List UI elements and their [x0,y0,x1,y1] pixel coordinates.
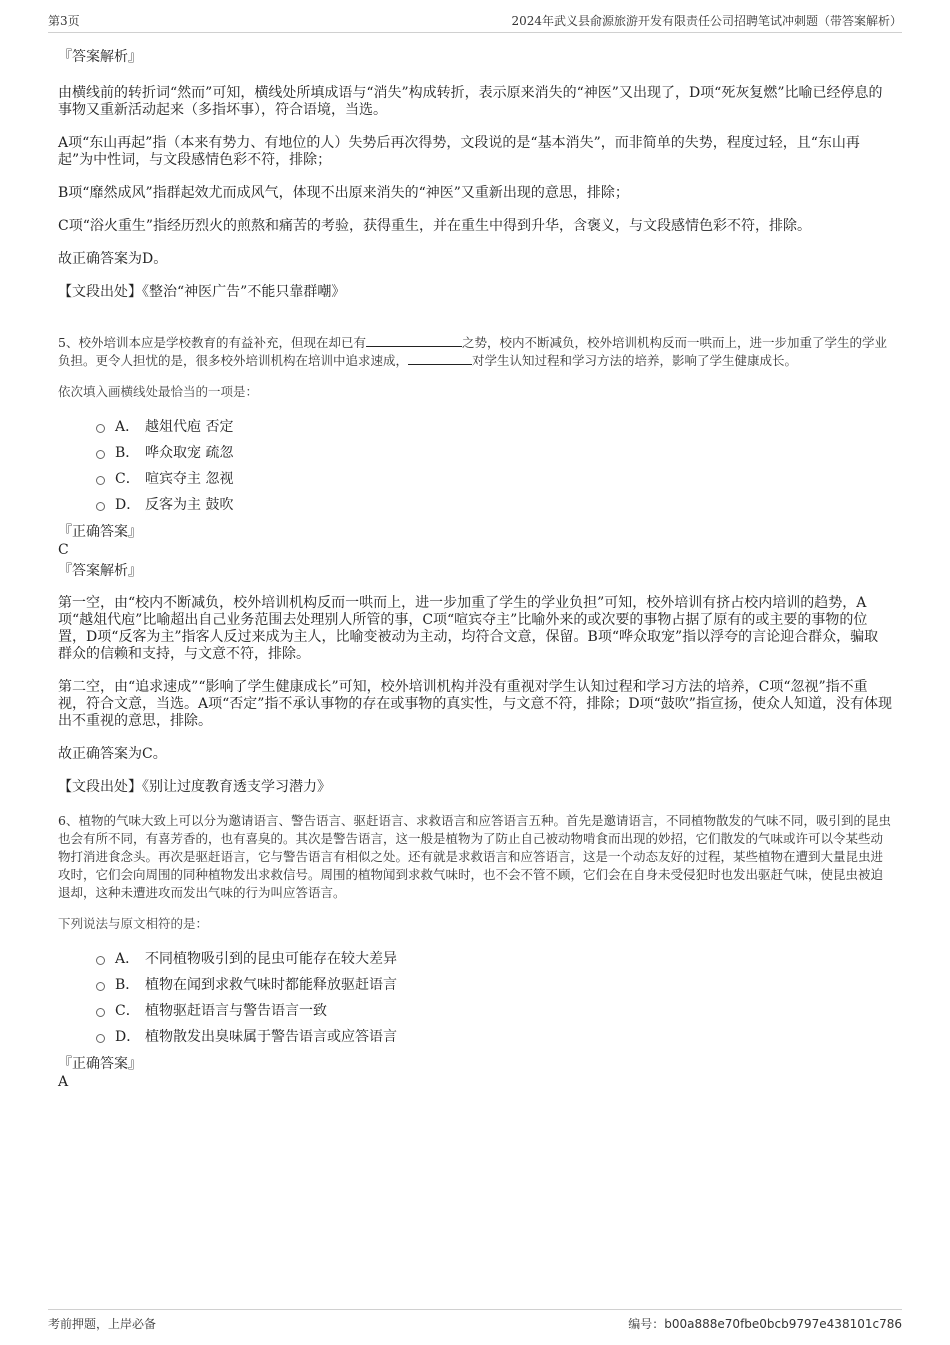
analysis-paragraph: A项“东山再起”指（本来有势力、有地位的人）失势后再次得势，文段说的是“基本消失”，而非简单的失势，程度过轻，且“东山再起”为中性词，与文段感情色彩不符，排除； [58,135,860,168]
option-b[interactable]: B． 哗众取宠 疏忽 [96,439,892,465]
document-title: 2024年武义县俞源旅游开发有限责任公司招聘笔试冲刺题（带答案解析） [511,14,902,28]
page-footer [48,1309,902,1332]
radio-button-icon[interactable] [96,450,105,459]
analysis-paragraph: 第一空，由“校内不断减负，校外培训机构反而一哄而上，进一步加重了学生的学业负担”可知，校外培训有挤占校内培训的趋势，A项“越俎代庖”比喻超出自己业务范围去处理别人所管的事，C项“喧宾夺主”比喻外来的或次要的事物占据了原有的或主要的事物的位置，D项“反客为主”指客人反过来成为主人，比喻变被动为主动，均符合文意，保留。B项“哗众取宠”指以浮夸的言论迎合群众，骗取群众的信赖和支持，与文意不符，排除。 [58,595,879,662]
analysis-paragraph: B项“靡然成风”指群起效尤而成风气，体现不出原来消失的“神医”又重新出现的意思，排除； [58,185,629,201]
radio-button-icon[interactable] [96,982,105,991]
page-number: 第3页 [48,14,80,28]
option-c[interactable]: C． 植物驱赶语言与警告语言一致 [96,997,892,1023]
question-6-options [96,945,892,1049]
document-code: 编号：b00a888e70fbe0bcb9797e438101c786 [628,1317,902,1331]
option-b[interactable]: B． 植物在闻到求救气味时都能释放驱赶语言 [96,971,892,997]
answer-conclusion: 故正确答案为C。 [58,746,167,762]
radio-button-icon[interactable] [96,956,105,965]
question-5-text: 5、校外培训本应是学校教育的有益补充，但现在却已有 之势，校内不断减负，校外培训机构反而一哄而上，进一步加重了学生的学业负担。更令人担忧的是，很多校外培训机构在培训中追求速成， 对学生认知过程和学习方法的培养，影响了学生健康成长。 [58,335,887,368]
analysis-title: 『答案解析』 [58,49,142,65]
radio-button-icon[interactable] [96,424,105,433]
page-header [48,12,902,33]
correct-answer-title: 『正确答案』 [58,1056,142,1072]
question-6-text: 6、植物的气味大致上可以分为邀请语言、警告语言、驱赶语言、求救语言和应答语言五种。首先是邀请语言，不同植物散发的气味不同，吸引到的昆虫也会有所不同，有喜芳香的，也有喜臭的。其次是警告语言，这一般是植物为了防止自己被动物啃食而出现的妙招，它们散发的气味或许可以令某些动物打消进食念头。再次是驱赶语言，它与警告语言有相似之处。还有就是求救语言和应答语言，这是一个动态友好的过程，某些植物在遭到大量昆虫进攻时，它们会向周围的同种植物发出求救信号。周围的植物闻到求救气味时，也不会不管不顾，它们会在自身未受侵犯时也发出驱赶气味，使昆虫被迫退却，这种未遭进攻而发出气味的行为叫应答语言。 [58,813,891,900]
analysis-paragraph: 由横线前的转折词“然而”可知，横线处所填成语与“消失”构成转折，表示原来消失的“神医”又出现了，D项“死灰复燃”比喻已经停息的事物又重新活动起来（多指坏事），符合语境，当选。 [58,85,883,118]
correct-answer-title: 『正确答案』 [58,524,142,540]
analysis-title: 『答案解析』 [58,563,142,579]
correct-answer: C [58,542,69,558]
question-5-prompt: 依次填入画横线处最恰当的一项是： [58,384,259,399]
option-d[interactable]: D． 植物散发出臭味属于警告语言或应答语言 [96,1023,892,1049]
option-d[interactable]: D． 反客为主 鼓吹 [96,491,892,517]
radio-button-icon[interactable] [96,1008,105,1017]
analysis-paragraph: 第二空，由“追求速成”“影响了学生健康成长”可知，校外培训机构并没有重视对学生认知过程和学习方法的培养，C项“忽视”指不重视，符合文意，当选。A项“否定”指不承认事物的存在或事物的真实性，与文意不符，排除；D项“鼓吹”指宣扬，使众人知道，没有体现出不重视的意思，排除。 [58,679,892,729]
option-a[interactable]: A． 不同植物吸引到的昆虫可能存在较大差异 [96,945,892,971]
source-citation: 【文段出处】《整治“神医广告”不能只靠群嘲》 [58,284,346,300]
answer-conclusion: 故正确答案为D。 [58,251,168,267]
source-citation: 【文段出处】《别让过度教育透支学习潜力》 [58,779,331,795]
fill-blank-1 [366,334,462,347]
radio-button-icon[interactable] [96,502,105,511]
footer-slogan: 考前押题，上岸必备 [48,1317,157,1331]
correct-answer: A [58,1074,69,1090]
question-6-prompt: 下列说法与原文相符的是： [58,916,209,931]
page-content [58,44,892,1091]
radio-button-icon[interactable] [96,476,105,485]
fill-blank-2 [408,352,472,365]
analysis-paragraph: C项“浴火重生”指经历烈火的煎熬和痛苦的考验，获得重生，并在重生中得到升华，含褒义，与文段感情色彩不符，排除。 [58,218,812,234]
question-5-options [96,413,892,517]
option-a[interactable]: A． 越俎代庖 否定 [96,413,892,439]
option-c[interactable]: C． 喧宾夺主 忽视 [96,465,892,491]
radio-button-icon[interactable] [96,1034,105,1043]
